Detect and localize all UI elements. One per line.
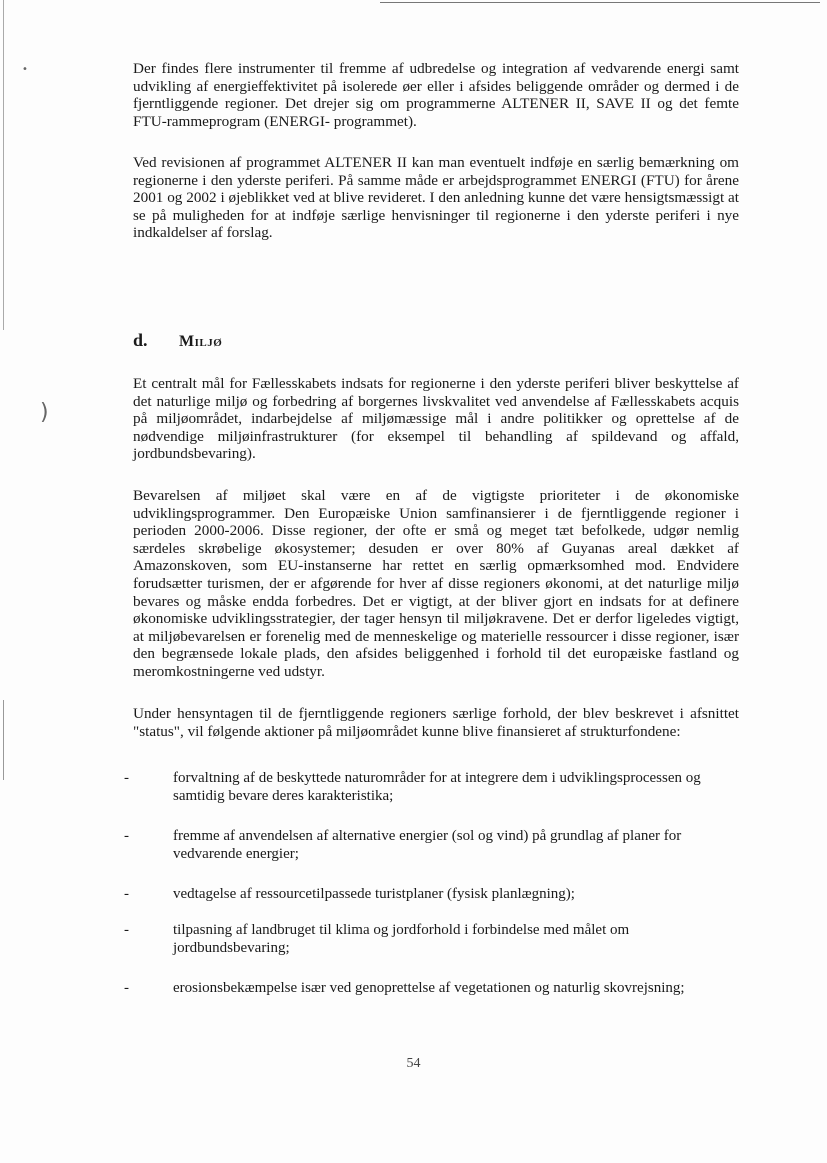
scan-dot-mark: • (22, 64, 28, 75)
list-dash: - (124, 828, 129, 844)
section-title: Miljø (179, 333, 223, 350)
list-dash: - (124, 922, 129, 938)
paragraph-renewable-instruments: Der findes flere instrumenter til fremme af udbredelse og integration af vedvarende energi samt udvikling af energieffektivitet på isolerede øer eller i afsides beliggende områder og dermed i de fjerntliggende regioner. Det drejer sig om programmerne ALTENER II, SAVE II og det femte FTU-rammeprogram (ENERGI- programmet). (133, 60, 739, 130)
paragraph-structural-funds-intro: Under hensyntagen til de fjerntliggende regioners særlige forhold, der blev beskrevet i afsnittet "status", vil følgende aktioner på miljøområdet kunne blive finansieret af strukturfondene: (133, 705, 739, 740)
paragraph-altener-revision: Ved revisionen af programmet ALTENER II kan man eventuelt indføje en særlig bemærkning om regionerne i den yderste periferi. På samme måde er arbejdsprogrammet ENERGI (FTU) for årene 2001 og 2002 i øjeblikket ved at blive revideret. I den anledning kunne det være hensigtsmæssigt at se på muligheden for at indføje særlige henvisninger til regionerne i den yderste periferi i nye indkaldelser af forslag. (133, 154, 739, 242)
punch-hole-mark: ) (40, 400, 49, 425)
section-heading (133, 330, 222, 351)
paragraph-environment-goal: Et centralt mål for Fællesskabets indsats for regionerne i den yderste periferi bliver beskyttelse af det naturlige miljø og forbedring af borgernes livskvalitet ved anvendelse af Fællesskabets acquis på miljøområdet, indarbejdelse af miljømæssige mål i andre politikker og oprettelse af de nødvendige miljøinfrastrukturer (for eksempel til behandling af spildevand og affald, jordbundsbevaring). (133, 375, 739, 463)
section-number: d. (133, 330, 148, 350)
list-dash: - (124, 980, 129, 996)
scan-edge-line (380, 2, 820, 3)
list-dash: - (124, 886, 129, 902)
list-item-text: erosionsbekæmpelse især ved genoprettelse af vegetationen og naturlig skovrejsning; (173, 980, 685, 996)
list-dash: - (124, 770, 129, 786)
scan-edge-line-left-lower (3, 700, 4, 780)
list-item-text: fremme af anvendelsen af alternative energier (sol og vind) på grundlag af planer for vedvarende energier; (173, 828, 682, 862)
page-number: 54 (406, 1056, 421, 1071)
list-item-text: tilpasning af landbruget til klima og jordforhold i forbindelse med målet om jordbundsbevaring; (173, 922, 630, 956)
paragraph-environment-priority: Bevarelsen af miljøet skal være en af de vigtigste prioriteter i de økonomiske udviklingsprogrammer. Den Europæiske Union samfinansierer i de fjerntliggende regioner i perioden 2000-2006. Disse regioner, der ofte er små og meget tæt befolkede, udgør nemlig særdeles skrøbelige økosystemer; desuden er over 80% af Guyanas areal dækket af Amazonskoven, som EU-instanserne har rettet en særlig opmærksomhed mod. Endvidere forudsætter turismen, der er afgørende for hver af disse regioners økonomi, at det naturlige miljø bevares og måske endda forbedres. Det er vigtigt, at der bliver gjort en indsats for at definere økonomiske udviklingsstrategier, der tager hensyn til miljøkravene. Det er derfor ligeledes vigtigt, at miljøbevarelsen er forenelig med de menneskelige og materielle ressourcer i disse regioner, især den begrænsede lokale plads, den afsides beliggenhed i forhold til det europæiske fastland og meromkostningerne ved udstyr. (133, 487, 739, 680)
list-item-text: vedtagelse af ressourcetilpassede turistplaner (fysisk planlægning); (173, 886, 575, 902)
scan-edge-line-left (3, 0, 4, 330)
list-item-text: forvaltning af de beskyttede naturområder for at integrere dem i udviklingsprocessen og samtidig bevare deres karakteristika; (173, 770, 701, 804)
